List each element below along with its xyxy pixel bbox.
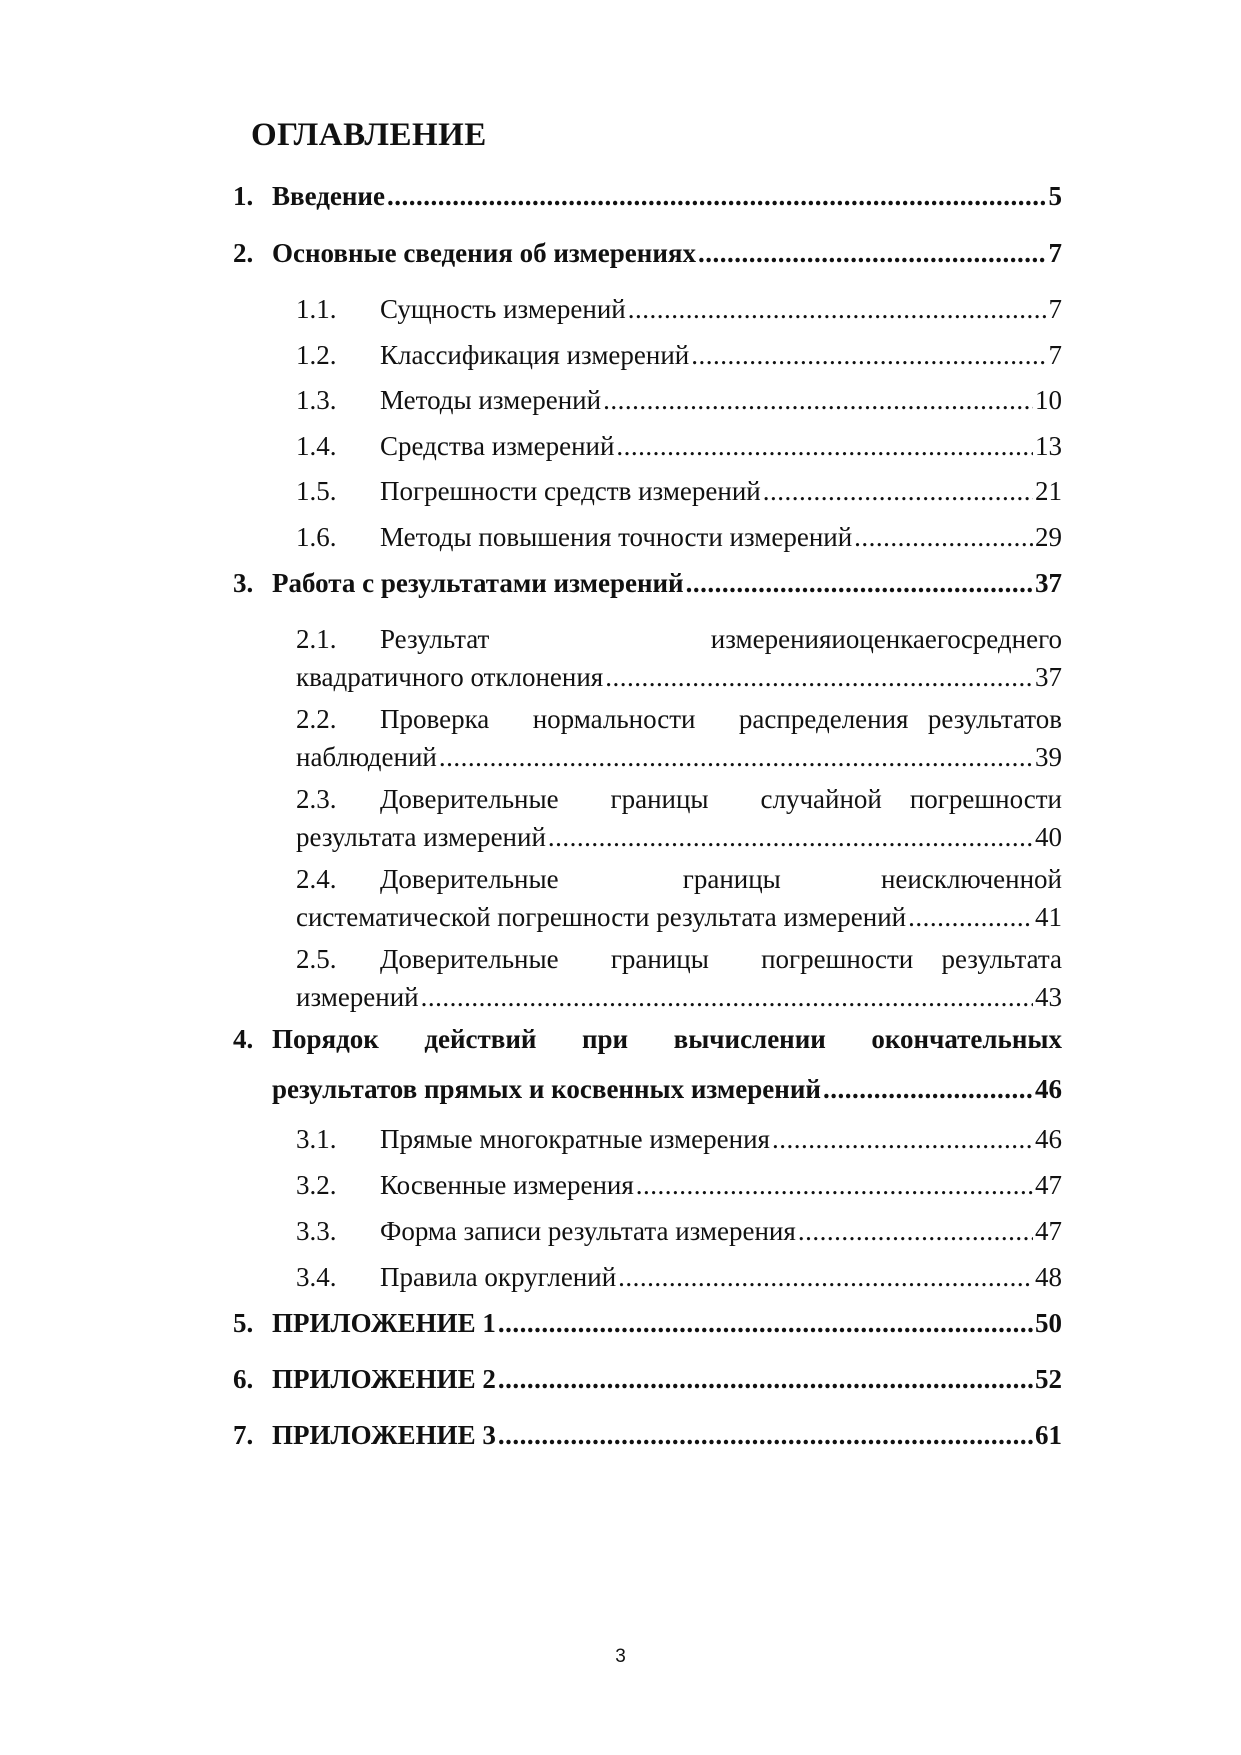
section-second-line (296, 738, 1062, 776)
dot-leader (498, 1304, 1033, 1342)
toc-section[interactable] (296, 620, 1062, 696)
chapter-word: окончательных (871, 1024, 1062, 1054)
section-label: Сущность измерений (380, 294, 626, 324)
section-word: и (831, 624, 846, 654)
section-second-line (296, 658, 1062, 696)
section-first-line (296, 860, 1062, 898)
chapter-first-line (233, 1020, 1062, 1058)
section-number: 1.4. (296, 431, 337, 461)
section-word: его (924, 624, 961, 654)
section-page: 21 (1035, 476, 1062, 506)
chapter-page: 37 (1035, 568, 1062, 598)
dot-leader (387, 177, 1047, 215)
section-word: результатов (927, 704, 1062, 734)
dot-leader (798, 1212, 1033, 1250)
chapter-page: 61 (1035, 1420, 1062, 1450)
dot-leader (691, 336, 1046, 374)
dot-leader (548, 818, 1033, 856)
section-second-line (296, 978, 1062, 1016)
section-word: оценка (845, 624, 925, 654)
toc-chapter-2[interactable] (233, 234, 1062, 272)
section-label: квадратичного отклонения (296, 662, 604, 692)
chapter-page: 50 (1035, 1308, 1062, 1338)
dot-leader (421, 978, 1033, 1016)
section-label: Косвенные измерения (380, 1170, 634, 1200)
chapter-number: 1. (233, 181, 254, 211)
dot-leader (616, 427, 1033, 465)
chapter-label: Работа с результатами измерений (272, 568, 684, 598)
section-page: 39 (1035, 742, 1062, 772)
dot-leader (763, 472, 1033, 510)
chapter-page: 7 (1048, 238, 1062, 268)
section-label: наблюдений (296, 742, 437, 772)
section-page: 47 (1035, 1216, 1062, 1246)
chapter-number: 7. (233, 1420, 254, 1450)
toc-chapter-5[interactable] (233, 1304, 1062, 1342)
section-word: распределения (738, 704, 909, 734)
chapter-word: при (581, 1024, 629, 1054)
section-page: 43 (1035, 982, 1062, 1012)
section-word: Проверка (380, 704, 490, 734)
toc-section[interactable] (296, 427, 1062, 465)
section-word: Результат (380, 624, 490, 654)
section-page: 37 (1035, 662, 1062, 692)
section-first-line (296, 620, 1062, 658)
section-first-line (296, 700, 1062, 738)
section-number: 2.3. (296, 784, 337, 814)
section-word: случайной (760, 784, 882, 814)
dot-leader (854, 518, 1033, 556)
chapter-page: 5 (1048, 181, 1062, 211)
dot-leader (636, 1166, 1033, 1204)
chapter-number: 6. (233, 1364, 254, 1394)
section-number: 2.2. (296, 704, 337, 734)
section-number: 2.1. (296, 624, 337, 654)
toc-section[interactable] (296, 700, 1062, 776)
section-second-line (296, 898, 1062, 936)
section-word: Доверительные (380, 784, 559, 814)
section-page: 29 (1035, 522, 1062, 552)
chapter-label: результатов прямых и косвенных измерений (272, 1074, 821, 1104)
toc-section[interactable] (296, 1120, 1062, 1158)
section-label: результата измерений (296, 822, 546, 852)
section-word: погрешности (909, 784, 1062, 814)
section-page: 48 (1035, 1262, 1062, 1292)
toc-section[interactable] (296, 780, 1062, 856)
toc-section[interactable] (296, 472, 1062, 510)
section-label: измерений (296, 982, 419, 1012)
toc-title: ОГЛАВЛЕНИЕ (251, 117, 487, 153)
dot-leader (605, 658, 1033, 696)
chapter-word: Порядок (272, 1024, 379, 1054)
chapter-page: 52 (1035, 1364, 1062, 1394)
chapter-number: 4. (233, 1024, 254, 1054)
section-word: погрешности (761, 944, 914, 974)
section-first-line (296, 780, 1062, 818)
section-label: Средства измерений (380, 431, 615, 461)
section-label: Прямые многократные измерения (380, 1124, 770, 1154)
dot-leader (498, 1360, 1033, 1398)
toc-section[interactable] (296, 336, 1062, 374)
toc-section[interactable] (296, 940, 1062, 1016)
section-word: границы (610, 784, 709, 814)
section-word: Доверительные (380, 864, 559, 894)
dot-leader (628, 290, 1047, 328)
chapter-page: 46 (1035, 1074, 1062, 1104)
toc-chapter-1[interactable] (233, 177, 1062, 215)
toc-section[interactable] (296, 290, 1062, 328)
section-page: 46 (1035, 1124, 1062, 1154)
toc-section[interactable] (296, 1166, 1062, 1204)
chapter-number: 3. (233, 568, 254, 598)
chapter-second-line (272, 1070, 1062, 1108)
toc-section[interactable] (296, 518, 1062, 556)
section-label: Форма записи результата измерения (380, 1216, 796, 1246)
section-number: 3.4. (296, 1262, 337, 1292)
section-word: нормальности (532, 704, 696, 734)
section-page: 10 (1035, 385, 1062, 415)
section-label: Методы повышения точности измерений (380, 522, 853, 552)
section-number: 1.5. (296, 476, 337, 506)
section-number: 3.3. (296, 1216, 337, 1246)
section-page: 40 (1035, 822, 1062, 852)
section-number: 1.1. (296, 294, 337, 324)
section-label: Методы измерений (380, 385, 602, 415)
section-word: измерения (710, 624, 832, 654)
section-page: 41 (1035, 902, 1062, 932)
section-number: 3.1. (296, 1124, 337, 1154)
section-number: 2.5. (296, 944, 337, 974)
section-first-line (296, 940, 1062, 978)
section-word: среднего (960, 624, 1062, 654)
section-page: 7 (1048, 340, 1062, 370)
toc-chapter-4[interactable] (233, 1020, 1062, 1108)
section-page: 47 (1035, 1170, 1062, 1200)
toc-section[interactable] (296, 1258, 1062, 1296)
chapter-label: ПРИЛОЖЕНИЕ 2 (272, 1364, 496, 1394)
toc-chapter-3[interactable] (233, 564, 1062, 602)
chapter-label: ПРИЛОЖЕНИЕ 3 (272, 1420, 496, 1450)
section-label: Классификация измерений (380, 340, 690, 370)
section-page: 7 (1048, 294, 1062, 324)
toc-chapter-6[interactable] (233, 1360, 1062, 1398)
chapter-word: действий (424, 1024, 537, 1054)
section-number: 2.4. (296, 864, 337, 894)
dot-leader (686, 564, 1033, 602)
toc-section[interactable] (296, 1212, 1062, 1250)
section-word: Доверительные (380, 944, 559, 974)
dot-leader (772, 1120, 1033, 1158)
dot-leader (603, 381, 1033, 419)
dot-leader (823, 1070, 1033, 1108)
chapter-word: вычислении (673, 1024, 826, 1054)
section-page: 13 (1035, 431, 1062, 461)
section-word: границы (610, 944, 709, 974)
toc-chapter-7[interactable] (233, 1416, 1062, 1454)
section-number: 1.2. (296, 340, 337, 370)
section-number: 3.2. (296, 1170, 337, 1200)
toc-section[interactable] (296, 381, 1062, 419)
dot-leader (439, 738, 1033, 776)
dot-leader (698, 234, 1047, 272)
page-number: 3 (615, 1646, 626, 1667)
chapter-label: Основные сведения об измерениях (272, 238, 696, 268)
dot-leader (618, 1258, 1033, 1296)
dot-leader (908, 898, 1033, 936)
section-number: 1.3. (296, 385, 337, 415)
toc-section[interactable] (296, 860, 1062, 936)
section-label: систематической погрешности результата измерений (296, 902, 907, 932)
chapter-label: ПРИЛОЖЕНИЕ 1 (272, 1308, 496, 1338)
section-word: границы (682, 864, 781, 894)
dot-leader (498, 1416, 1033, 1454)
section-second-line (296, 818, 1062, 856)
chapter-number: 2. (233, 238, 254, 268)
section-label: Правила округлений (380, 1262, 617, 1292)
section-label: Погрешности средств измерений (380, 476, 761, 506)
section-word: неисключенной (880, 864, 1062, 894)
section-word: результата (941, 944, 1062, 974)
section-number: 1.6. (296, 522, 337, 552)
chapter-label: Введение (272, 181, 385, 211)
chapter-number: 5. (233, 1308, 254, 1338)
